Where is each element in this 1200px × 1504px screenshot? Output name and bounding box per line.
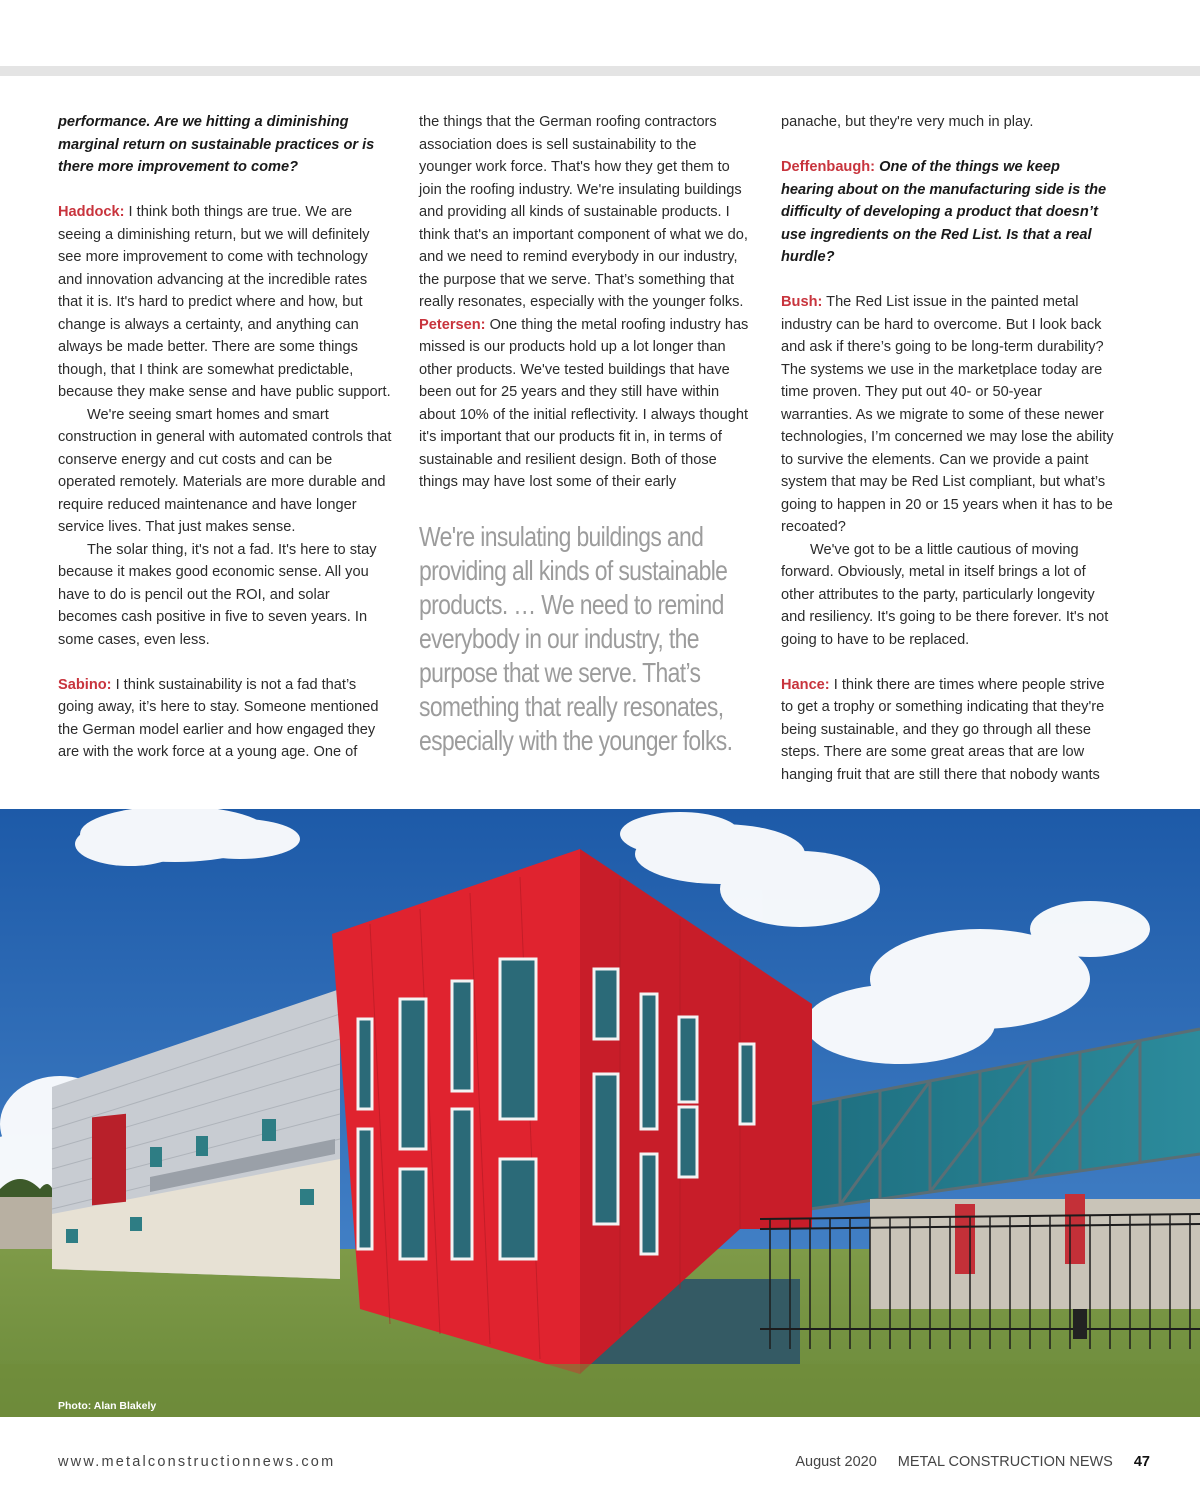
building-photo (0, 809, 1200, 1417)
speaker-label-deffenbaugh: Deffenbaugh: (781, 159, 876, 175)
footer-date: August 2020 (795, 1454, 877, 1470)
photo-credit: Photo: Alan Blakely (58, 1400, 157, 1412)
speaker-label-sabino: Sabino: (58, 676, 112, 693)
paragraph-deffenbaugh (781, 156, 1115, 269)
paragraph-text: The solar thing, it's not a fad. It's here to stay because it makes good economic sense. All you have to do is pencil out the ROI, and solar becomes cash positive in five to seven years. In some cases, even less. (58, 541, 377, 648)
answer-text: I think both things are true. We are seeing a diminishing return, but we will definitely see more improvement to come with technology and innovation advancing at the incredible rates that it is. It's hard to predict where and how, but change is always a certainty, and anything can always be made better. There are some things though, that I think are somewhat predictable, because they make sense and have public support. (58, 204, 391, 400)
speaker-label-bush: Bush: (781, 294, 823, 310)
page-number: 47 (1133, 1454, 1150, 1470)
paragraph-haddock (58, 201, 392, 404)
answer-text: I think sustainability is not a fad that’s going away, it’s here to stay. Someone mentioned the German model earlier and how engaged they are with the work force at a young age. One of (58, 676, 379, 760)
paragraph-sabino (58, 674, 392, 764)
question-text: performance. Are we hitting a diminishing marginal return on sustainable practices or is there more improvement to come? (58, 114, 375, 175)
column-2 (419, 111, 753, 758)
paragraph-text: the things that the German roofing contractors association does is sell sustainability to the younger work force. That's how they get them to join the roofing industry. We're insulating buildings and providing all kinds of sustainable products. I think that's an important component of what we do, and we need to remind everybody in our industry, the purpose that we serve. That’s something that really resonates, especially with the younger folks. (419, 114, 748, 310)
speaker-label-hance: Hance: (781, 676, 830, 693)
paragraph-text: panache, but they're very much in play. (781, 114, 1034, 130)
answer-text: The Red List issue in the painted metal industry can be hard to overcome. But I look back and ask if there’s going to be long-term durability? The systems we use in the marketplace today are time proven. They put out 40- or 50-year warranties. As we migrate to some of these newer technologies, I’m concerned we may lose the ability to survive the elements. Can we provide a paint system that may be Red List compliant, but what’s going to happen in 20 or 15 years when it has to be recoated? (781, 294, 1114, 535)
answer-text: One thing the metal roofing industry has missed is our products hold up a lot longer than other products. We've tested buildings that have been out for 25 years and they still have within about 10% of the initial reflectivity. I always thought it's important that our products fit in, in terms of sustainable and resilient design. Both of those things may have lost some of their early (419, 316, 749, 490)
column-1 (58, 111, 392, 764)
column-3 (781, 111, 1115, 786)
speaker-label-haddock: Haddock: (58, 204, 125, 220)
question-text: One of the things we keep hearing about on the manufacturing side is the difficulty of developing a product that doesn’t use ingredients on the Red List. Is that a real hurdle? (781, 159, 1107, 265)
paragraph-bush (781, 291, 1115, 539)
paragraph-petersen (419, 314, 753, 494)
footer-publication: METAL CONSTRUCTION NEWS (897, 1454, 1113, 1470)
answer-text: I think there are times where people strive to get a trophy or something indicating that they're being sustainable, and they go through all these steps. There are some great areas that are low hanging fruit that are still there that nobody wants (781, 676, 1105, 783)
top-rule (0, 66, 1200, 76)
speaker-label-petersen: Petersen: (419, 316, 486, 333)
pull-quote: We're insulating buildings and providing all kinds of sustainable products. … We need to remind everybody in our industry, the purpose that we serve. That’s something that really resonates, especially with the younger folks. (419, 520, 733, 756)
footer-info (795, 1454, 1150, 1470)
paragraph-text: We're seeing smart homes and smart construction in general with automated controls that conserve energy and cut costs and can be operated remotely. Materials are more durable and require reduced maintenance and have longer service lives. That just makes sense. (58, 406, 392, 535)
paragraph-text: We've got to be a little cautious of moving forward. Obviously, metal in itself brings a lot of other attributes to the party, particularly longevity and resiliency. It's going to be there forever. It's not going to have to be replaced. (781, 541, 1109, 648)
footer-url: www.metalconstructionnews.com (58, 1454, 336, 1470)
paragraph-hance (781, 674, 1115, 787)
